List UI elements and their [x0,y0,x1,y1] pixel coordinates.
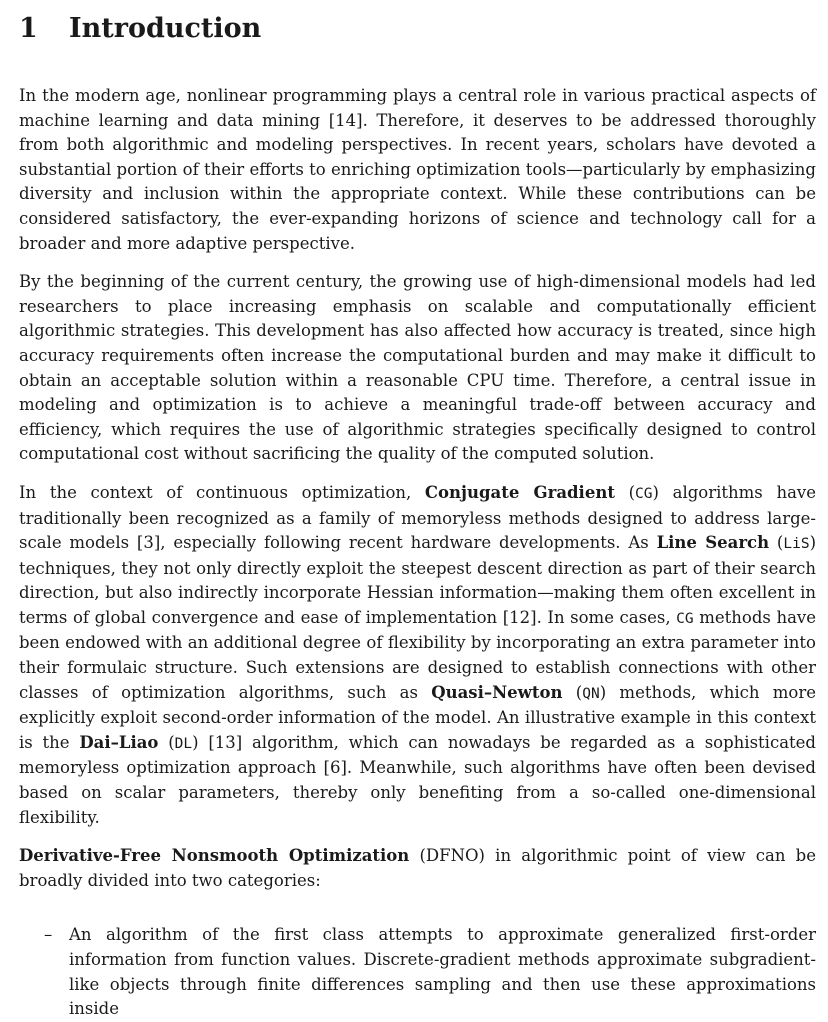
paragraph [19,270,816,467]
text-run: ) methods, which more explicitly exploit second-order information of the model. An illustrative example in this context is the [19,682,816,752]
bold-term: Dai–Liao [79,732,159,752]
acronym: QN [582,685,600,702]
section-title: Introduction [69,13,262,44]
list-marker: – [44,925,53,945]
text-run: ) [13] algorithm, which can nowadays be regarded as a sophisticated memoryless optimization approach [6]. Meanwhile, such algorithms have often been devised based on scalar parameters, thereby only benefiting from a so-called one-dimensional flexibility. [19,732,816,827]
text-run: ) algorithms have traditionally been recognized as a family of memoryless methods designed to address large-scale models [3], especially following recent hardware developments. As [19,482,816,553]
text-run: ) techniques, they not only directly exploit the steepest descent direction as part of their search direction, but also indirectly incorporate Hessian information—making them often excellent in terms of global convergence and ease of implementation [12]. In some cases, [19,533,816,627]
list-item-text: An algorithm of the first class attempts to approximate generalized first-order information from function values. Discrete-gradient methods approximate subgradient-like objects through finite differences sampling and then use these approximations inside [69,925,816,1019]
section-heading [19,10,816,48]
paragraph [19,481,816,830]
text-run: By the beginning of the current century, the growing use of high-dimensional models had led researchers to place increasing emphasis on scalable and computationally efficient algorithmic strategies. This development has also affected how accuracy is treated, since high accuracy requirements often increase the computational burden and may make it difficult to obtain an acceptable solution within a reasonable CPU time. Therefore, a central issue in modeling and optimization is to achieve a meaningful trade-off between accuracy and efficiency, which requires the use of algorithmic strategies specifically designed to control computational cost without sacrificing the quality of the computed solution. [19,272,816,464]
text-run: ( [614,482,636,502]
text-run: ( [562,682,583,702]
acronym: LiS [783,536,810,553]
acronym: DL [174,735,193,752]
list-item [19,923,816,1021]
text-run: methods have been endowed with an additional degree of flexibility by incorporating an extra parameter into their formulaic structure. Such extensions are designed to establish connections with other classes of optimization algorithms, such as [19,607,816,702]
body-text [19,84,816,893]
bold-term: Line Search [656,533,770,553]
paragraph [19,84,816,256]
category-list [19,923,816,1021]
bold-term: Conjugate Gradient [424,482,615,502]
text-run: ( [158,732,175,752]
acronym: CG [635,485,653,502]
text-run: ( [769,533,784,553]
bold-term: Derivative-Free Nonsmooth Optimization [19,846,410,866]
text-run: (DFNO) in algorithmic point of view can be broadly divided into two categories: [19,846,816,890]
section-number: 1 [19,13,38,44]
bold-term: Quasi–Newton [431,682,563,702]
paragraph [19,844,816,893]
acronym: CG [676,610,694,627]
text-run: In the context of continuous optimization, [19,482,425,502]
document-page [19,0,816,1022]
text-run: In the modern age, nonlinear programming plays a central role in various practical aspects of machine learning and data mining [14]. Therefore, it deserves to be addressed thoroughly from both algorithmic and modeling perspectives. In recent years, scholars have devoted a substantial portion of their efforts to enriching optimization tools—particularly by emphasizing diversity and inclusion within the appropriate context. While these contributions can be considered satisfactory, the ever-expanding horizons of science and technology call for a broader and more adaptive perspective. [19,86,816,253]
